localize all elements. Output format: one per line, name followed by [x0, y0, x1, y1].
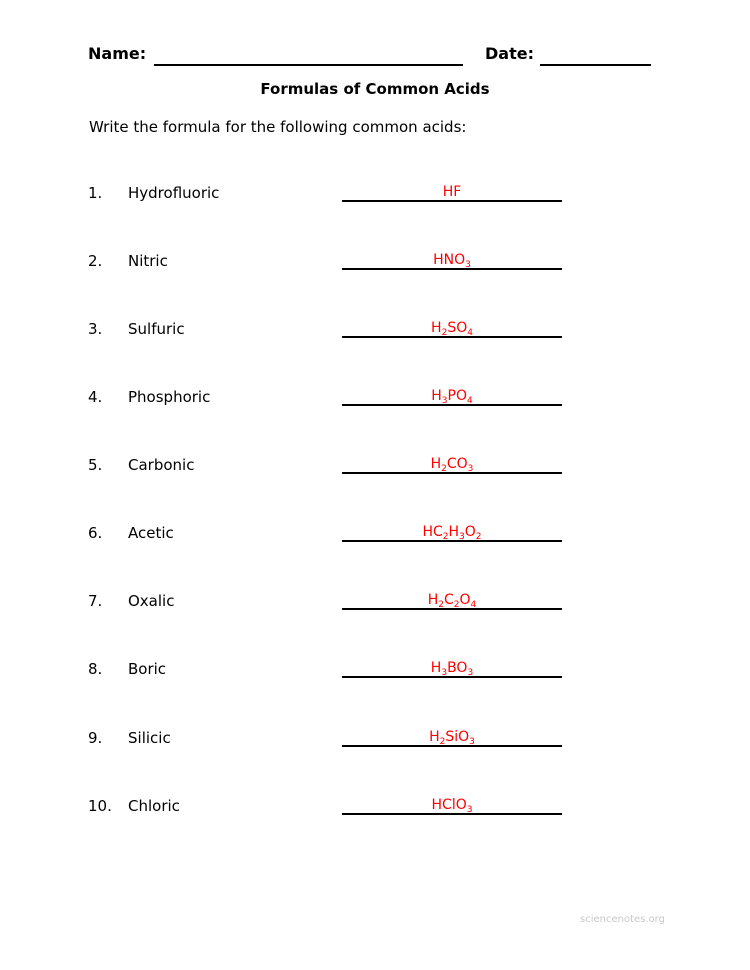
- answer-formula: [342, 729, 562, 745]
- answer-line[interactable]: [342, 745, 562, 747]
- formula-element: H: [431, 388, 442, 404]
- question-row: [0, 456, 750, 486]
- acid-name: Carbonic: [128, 456, 195, 474]
- date-label: Date:: [485, 44, 534, 63]
- formula-element: H: [427, 592, 439, 608]
- answer-line[interactable]: [342, 608, 562, 610]
- formula-element: HClO: [431, 797, 467, 813]
- page-title: Formulas of Common Acids: [260, 80, 490, 98]
- answer-line[interactable]: [342, 472, 562, 474]
- answer-formula: [342, 524, 562, 540]
- answer-formula: [342, 252, 562, 268]
- formula-subscript: 3: [469, 737, 475, 747]
- answer-formula: [342, 660, 562, 676]
- formula-element: SO: [447, 320, 468, 336]
- formula-element: H: [430, 456, 442, 472]
- question-row: [0, 252, 750, 282]
- answer-line[interactable]: [342, 200, 562, 202]
- question-row: [0, 524, 750, 554]
- formula-element: PO: [447, 388, 467, 404]
- instructions: Write the formula for the following common acids:: [89, 118, 467, 136]
- answer-formula: [342, 320, 562, 336]
- answer-line[interactable]: [342, 813, 562, 815]
- formula-element: HC: [422, 524, 443, 540]
- formula-subscript: 2: [439, 737, 446, 747]
- formula-subscript: 4: [467, 328, 473, 338]
- acid-name: Nitric: [128, 252, 168, 270]
- date-field-line[interactable]: [540, 64, 651, 66]
- formula-element: C: [443, 592, 454, 608]
- formula-element: H: [431, 320, 442, 336]
- formula-element: SiO: [445, 729, 470, 745]
- formula-subscript: 3: [466, 805, 473, 815]
- answer-line[interactable]: [342, 404, 562, 406]
- answer-formula: [342, 797, 562, 813]
- question-number: 8.: [88, 660, 103, 678]
- formula-subscript: 2: [441, 328, 448, 338]
- acid-name: Sulfuric: [128, 320, 185, 338]
- question-number: 4.: [88, 388, 103, 406]
- formula-element: H: [430, 660, 442, 676]
- name-field-line[interactable]: [154, 64, 463, 66]
- formula-subscript: 4: [470, 600, 477, 610]
- formula-subscript: 3: [465, 260, 471, 270]
- acid-name: Phosphoric: [128, 388, 211, 406]
- formula-subscript: 2: [441, 464, 447, 474]
- formula-element: H: [429, 729, 440, 745]
- formula-subscript: 2: [438, 600, 444, 610]
- footer-watermark: sciencenotes.org: [580, 914, 665, 925]
- formula-element: H: [448, 524, 460, 540]
- formula-element: BO: [447, 660, 468, 676]
- answer-line[interactable]: [342, 676, 562, 678]
- acid-name: Acetic: [128, 524, 174, 542]
- question-number: 9.: [88, 729, 103, 747]
- formula-subscript: 3: [441, 396, 448, 406]
- formula-subscript: 2: [453, 600, 460, 610]
- question-row: [0, 388, 750, 418]
- formula-element: O: [464, 524, 476, 540]
- formula-subscript: 2: [442, 532, 449, 542]
- question-row: [0, 592, 750, 622]
- question-number: 2.: [88, 252, 103, 270]
- answer-formula: [342, 388, 562, 404]
- formula-subscript: 3: [459, 532, 465, 542]
- question-number: 5.: [88, 456, 103, 474]
- formula-element: HF: [442, 184, 462, 200]
- formula-element: O: [459, 592, 471, 608]
- question-number: 7.: [88, 592, 103, 610]
- formula-subscript: 3: [467, 464, 474, 474]
- question-number: 6.: [88, 524, 103, 542]
- question-row: [0, 320, 750, 350]
- question-row: [0, 660, 750, 690]
- acid-name: Silicic: [128, 729, 171, 747]
- question-row: [0, 184, 750, 214]
- formula-subscript: 2: [475, 532, 482, 542]
- question-row: [0, 729, 750, 759]
- formula-subscript: 3: [467, 668, 474, 678]
- answer-line[interactable]: [342, 268, 562, 270]
- formula-subscript: 4: [467, 396, 473, 406]
- question-number: 1.: [88, 184, 103, 202]
- formula-element: HNO: [433, 252, 466, 268]
- name-label: Name:: [88, 44, 147, 63]
- question-number: 3.: [88, 320, 103, 338]
- answer-formula: [342, 592, 562, 608]
- question-row: [0, 797, 750, 827]
- acid-name: Chloric: [128, 797, 180, 815]
- acid-name: Hydrofluoric: [128, 184, 220, 202]
- answer-line[interactable]: [342, 540, 562, 542]
- answer-formula: [342, 456, 562, 472]
- formula-element: CO: [446, 456, 468, 472]
- answer-formula: [342, 184, 562, 200]
- formula-subscript: 3: [441, 668, 448, 678]
- acid-name: Boric: [128, 660, 167, 678]
- acid-name: Oxalic: [128, 592, 175, 610]
- answer-line[interactable]: [342, 336, 562, 338]
- question-number: 10.: [88, 797, 112, 815]
